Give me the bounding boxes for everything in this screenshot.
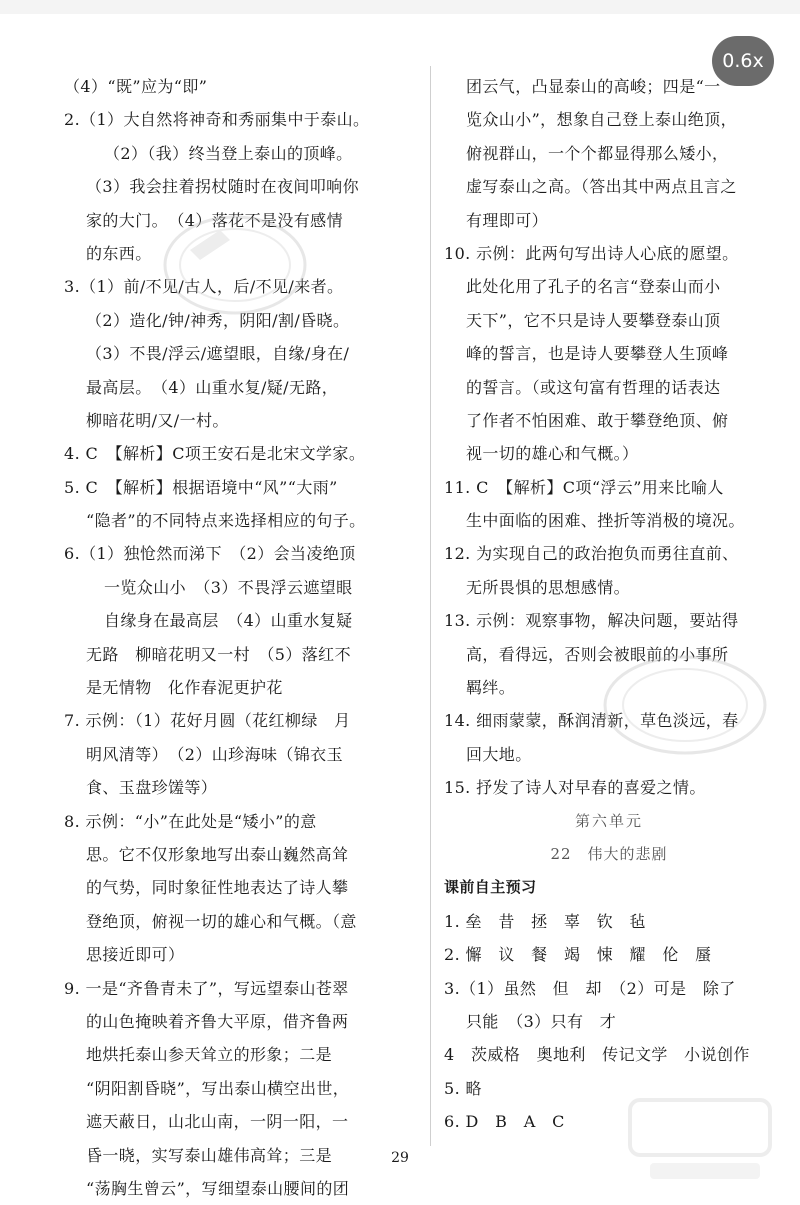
answer-line: 柳暗花明/又/一村。 — [86, 410, 229, 430]
answer-line: 无所畏惧的思想感情。 — [466, 577, 631, 597]
answer-line: 峰的誓言，也是诗人要攀登人生顶峰 — [466, 344, 729, 364]
answer-line: 回大地。 — [466, 744, 532, 764]
unit-title: 第六单元 — [574, 811, 643, 830]
zoom-level-badge[interactable]: 0.6x — [712, 36, 774, 86]
answer-line: 11. C 【解析】C项“浮云”用来比喻人 — [444, 477, 724, 497]
answer-line: 览众山小”，想象自己登上泰山绝顶， — [466, 110, 737, 130]
answer-line: 的东西。 — [86, 243, 152, 263]
answer-line: 思接近即可） — [86, 945, 185, 965]
answer-line: 6.（1）独怆然而涕下 （2）会当凌绝顶 — [64, 544, 356, 564]
answer-line: 5. 略 — [444, 1078, 482, 1098]
answer-line: 的气势，同时象征性地表达了诗人攀 — [86, 878, 349, 898]
answer-line: 昏一晓，实写泰山雄伟高耸；三是 — [86, 1145, 333, 1165]
answer-line: 3.（1）前/不见/古人，后/不见/来者。 — [64, 277, 344, 297]
page-number: 29 — [391, 1150, 409, 1166]
answer-line: 地烘托泰山参天耸立的形象；二是 — [86, 1045, 333, 1065]
answer-line: 虚写泰山之高。（答出其中两点且言之 — [466, 177, 737, 197]
answer-line: 有理即可） — [466, 210, 549, 230]
answer-line: 9. 一是“齐鲁青未了”，写远望泰山苍翠 — [64, 978, 349, 998]
answer-line: “阴阳割昏晓”，写出泰山横空出世， — [86, 1078, 350, 1098]
answer-line: 7. 示例：（1）花好月圆（花红柳绿 月 — [64, 711, 351, 731]
answer-line: “隐者”的不同特点来选择相应的句子。 — [86, 511, 366, 531]
answer-line: 12. 为实现自己的政治抱负而勇往直前、 — [444, 544, 739, 564]
answer-line: 14. 细雨蒙蒙，酥润清新，草色淡远，春 — [444, 711, 739, 731]
right-column — [444, 70, 774, 1139]
answer-line: 视一切的雄心和气概。） — [466, 444, 639, 464]
answer-line: 遮天蔽日，山北山南，一阴一阳，一 — [86, 1112, 349, 1132]
answer-line: 的山色掩映着齐鲁大平原，借齐鲁两 — [86, 1011, 349, 1031]
answer-line: （2）（我）终当登上泰山的顶峰。 — [104, 143, 353, 163]
answer-line: 5. C 【解析】根据语境中“风”“大雨” — [64, 477, 338, 497]
column-divider — [430, 66, 431, 1146]
answer-line: 10. 示例：此两句写出诗人心底的愿望。 — [444, 243, 739, 263]
answer-line: 2. 懈 议 餐 竭 悚 耀 伦 蜃 — [444, 945, 712, 965]
answer-line: 的誓言。（或这句富有哲理的话表达 — [466, 377, 721, 397]
answer-line: 团云气，凸显泰山的高峻；四是“一 — [466, 77, 721, 96]
answer-line: 思。它不仅形象地写出泰山巍然高耸 — [86, 844, 349, 864]
answer-line: “荡胸生曾云”，写细望泰山腰间的团 — [86, 1178, 350, 1198]
answer-line: 羁绊。 — [466, 678, 516, 698]
answer-line: （4）“既”应为“即” — [64, 77, 208, 96]
section-heading: 课前自主预习 — [444, 878, 537, 897]
lesson-title: 22 伟大的悲剧 — [550, 844, 668, 863]
answer-line: （3）我会拄着拐杖随时在夜间叩响你 — [86, 177, 359, 197]
answer-line: （3）不畏/浮云/遮望眼，自缘/身在/ — [86, 344, 350, 364]
answer-line: 此处化用了孔子的名言“登泰山而小 — [466, 277, 721, 297]
answer-line: 俯视群山，一个个都显得那么矮小， — [466, 143, 729, 163]
answer-line: 13. 示例：观察事物，解决问题，要站得 — [444, 611, 739, 631]
answer-line: 登绝顶，俯视一切的雄心和气概。（意 — [86, 911, 357, 931]
answer-line: 4. C 【解析】C项王安石是北宋文学家。 — [64, 444, 366, 464]
answer-line: 1. 垒 昔 拯 辜 钦 毡 — [444, 911, 646, 931]
answer-line: 最高层。 （4）山重水复/疑/无路， — [86, 377, 339, 397]
answer-line: 一览众山小 （3）不畏浮云遮望眼 — [104, 577, 353, 597]
answer-line: 3.（1）虽然 但 却 （2）可是 除了 — [444, 978, 736, 998]
answer-line: 明风清等） （2）山珍海味（锦衣玉 — [86, 744, 343, 764]
answer-line: 家的大门。 （4）落花不是没有感情 — [86, 210, 343, 230]
answer-line: 4 茨威格 奥地利 传记文学 小说创作 — [444, 1045, 750, 1065]
left-column — [64, 70, 404, 1205]
answer-line: 天下”，它不只是诗人要攀登泰山顶 — [466, 310, 721, 330]
answer-line: （2）造化/钟/神秀，阴阳/割/昏晓。 — [86, 310, 350, 330]
answer-line: 无路 柳暗花明又一村 （5）落红不 — [86, 644, 351, 664]
answer-line: 自缘身在最高层 （4）山重水复疑 — [104, 611, 353, 631]
answer-line: 了作者不怕困难、敢于攀登绝顶、俯 — [466, 410, 729, 430]
answer-line: 高，看得远，否则会被眼前的小事所 — [466, 644, 729, 664]
answer-line: 6. D B A C — [444, 1112, 565, 1132]
answer-line: 食、玉盘珍馐等） — [86, 778, 218, 798]
answer-line: 8. 示例：“小”在此处是“矮小”的意 — [64, 811, 317, 831]
answer-line: 只能 （3）只有 才 — [466, 1011, 617, 1031]
answer-line: 2.（1）大自然将神奇和秀丽集中于泰山。 — [64, 110, 370, 130]
top-bar — [0, 0, 800, 14]
answer-line: 生中面临的困难、挫折等消极的境况。 — [466, 511, 745, 531]
answer-line: 是无情物 化作春泥更护花 — [86, 678, 283, 698]
answer-line: 15. 抒发了诗人对早春的喜爱之情。 — [444, 778, 706, 798]
